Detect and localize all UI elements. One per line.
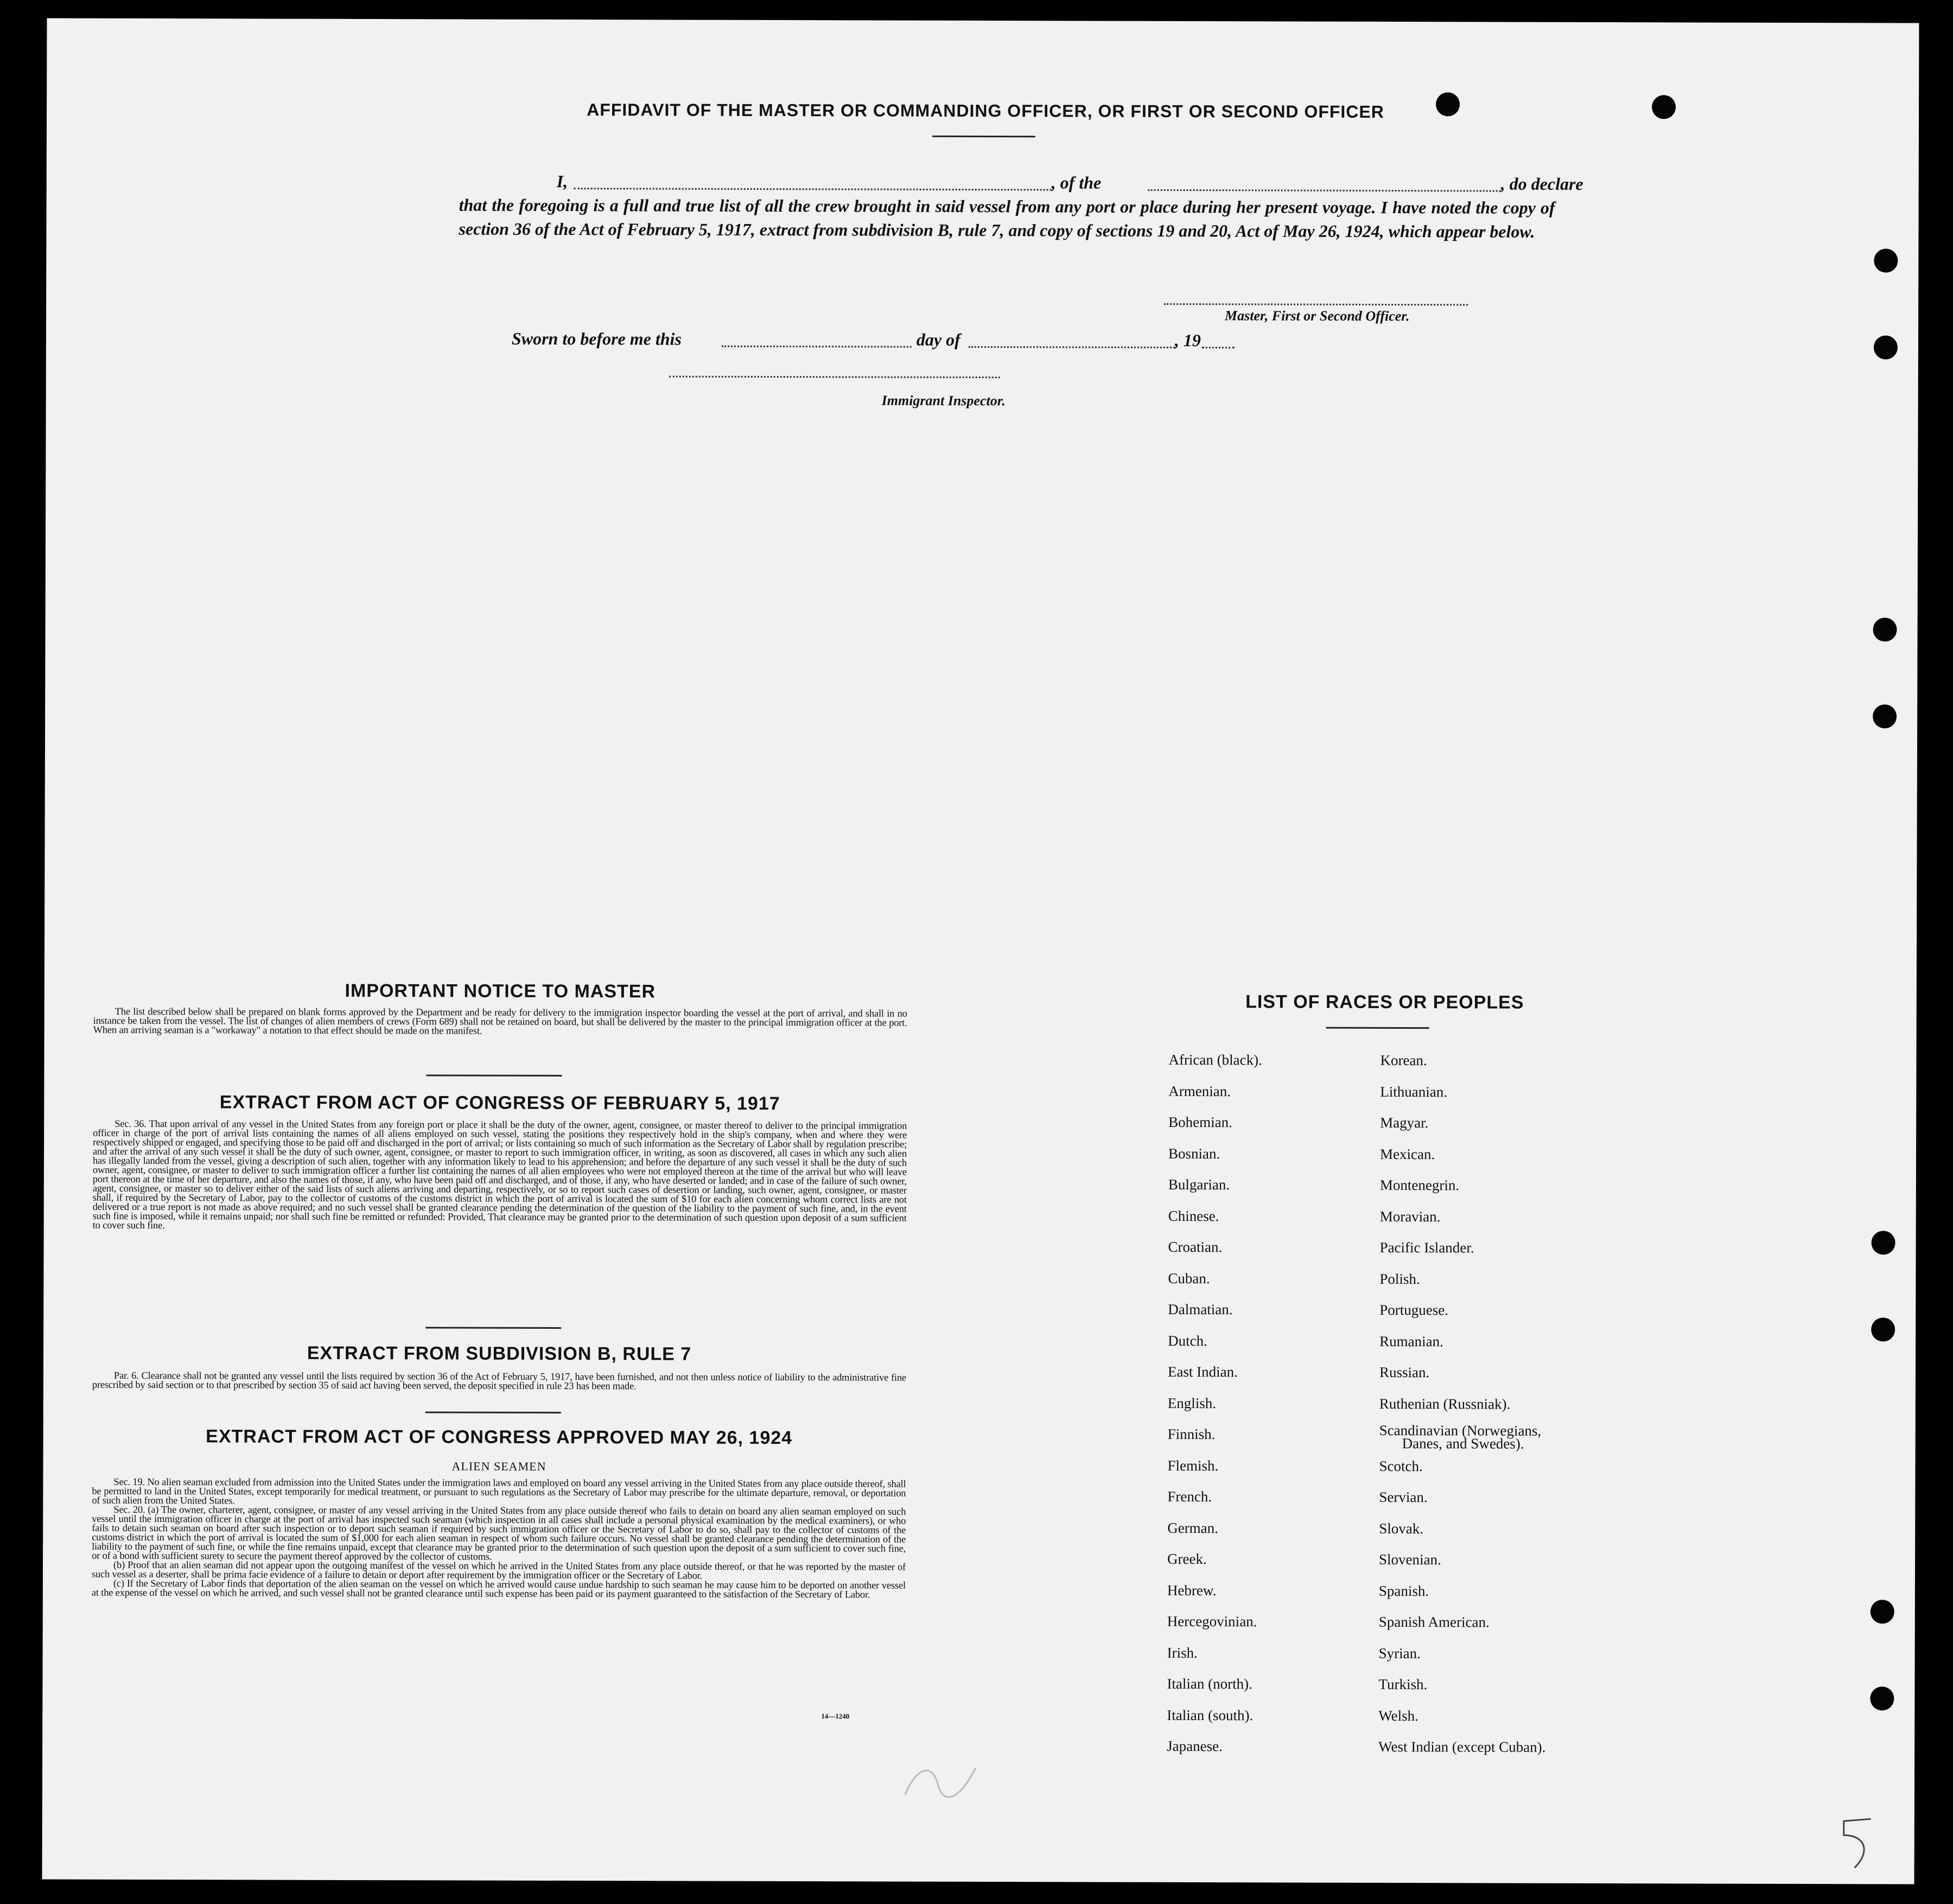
sec-19-paragraph: Sec. 19. No alien seaman excluded from admission into the United States under the immigration laws and employed on board any vessel arriving in the United States from any place outside thereof, shall be permitted to land in the United States, except temporarily for medical treatment, or pursuant to such regulations as the Secretary of Labor may prescribe for the ultimate departure, removal, or deportation of such alien from the United States. [92, 1476, 906, 1507]
race-item: Montenegrin. [1379, 1176, 1460, 1194]
sworn-month-field[interactable] [969, 346, 1175, 348]
race-item: Syrian. [1378, 1645, 1421, 1661]
punch-hole [1871, 1600, 1894, 1623]
sworn-day-field[interactable] [722, 346, 912, 348]
race-item: German. [1167, 1519, 1218, 1536]
race-item: Bohemian. [1168, 1113, 1232, 1131]
race-item: Pacific Islander. [1379, 1239, 1474, 1256]
punch-hole [1870, 1686, 1894, 1710]
race-item: Spanish American. [1378, 1613, 1490, 1631]
race-item: Korean. [1380, 1052, 1427, 1069]
race-item-continuation: Danes, and Swedes). [1402, 1435, 1524, 1452]
race-item: Rumanian. [1379, 1333, 1443, 1349]
race-item-text: Scandinavian (Norwegians, [1379, 1422, 1542, 1439]
extract-1917-text [93, 1120, 907, 1233]
races-right-column [1378, 1045, 1548, 1763]
race-item: Hercegovinian. [1167, 1613, 1257, 1630]
officer-signature-field[interactable] [1164, 303, 1468, 305]
sworn-year-field[interactable] [1202, 347, 1235, 348]
pencil-mark [1833, 1813, 1887, 1873]
race-item: Italian (north). [1167, 1675, 1252, 1692]
extract-1924-text [92, 1478, 906, 1600]
race-item: Portuguese. [1379, 1301, 1449, 1319]
extract-rule7-title: EXTRACT FROM SUBDIVISION B, RULE 7 [307, 1342, 692, 1365]
race-item: Dalmatian. [1168, 1301, 1233, 1318]
declaration-statement: that the foregoing is a full and true list of all the crew brought in said vessel from any port or place during her present voyage. I have noted the copy of section 36 of the Act of February 5, 1917, extract from subdivision B, rule 7, and copy of sections 19 and 20, Act of May 26, 1924, which appear below. [459, 195, 1555, 241]
race-item: Greek. [1167, 1550, 1207, 1568]
race-item: Welsh. [1378, 1707, 1418, 1724]
race-item: Hebrew. [1167, 1582, 1217, 1599]
sec-20b-paragraph: (b) Proof that an alien seaman did not appear upon the outgoing manifest of the vessel on which he arrived in the United States from any place outside thereof, or that he was reported by the master of such vessel as a deserter, shall be prima facie evidence of a failure to detain or deport after requirement by the immigration officer or the Secretary of Labor. [91, 1559, 906, 1582]
punch-hole [1871, 1317, 1895, 1341]
extract-1917-title: EXTRACT FROM ACT OF CONGRESS OF FEBRUARY 5, 1917 [219, 1092, 780, 1115]
punch-hole [1873, 617, 1897, 641]
sec-20a-paragraph: Sec. 20. (a) The owner, charterer, agent, consignee, or master of any vessel arriving in the United States from any place outside thereof who fails to detain on board any alien seaman employed on such vessel until the immigration officer in charge at the port of arrival has inspected such seaman (which inspection in all cases shall include a personal physical examination by the medical examiners), or who fails to detain such seaman on board after such inspection or to deport such seaman if required by such immigration officer or the Secretary of Labor to do so, shall pay to the collector of customs of the customs district in which the port of arrival is located the sum of $1,000 for each alien seaman in respect of whom such failure occurs. No vessel shall be granted clearance pending the determination of the liability to the payment of such fine, or while the fine remains unpaid, except that clearance may be granted prior to the determination of such question upon the deposit of a sum sufficient to cover such fine, or of a bond with sufficient surety to secure the payment thereof approved by the collector of customs. [92, 1504, 906, 1563]
inspector-signature-field[interactable] [669, 375, 1000, 378]
race-item: Finnish. [1167, 1425, 1216, 1443]
section-divider [425, 1327, 561, 1329]
title-divider [932, 136, 1035, 137]
section-divider [425, 1411, 561, 1413]
section-divider [426, 1074, 562, 1077]
race-item: Servian. [1379, 1488, 1428, 1506]
sec-20c-paragraph: (c) If the Secretary of Labor finds that deportation of the alien seaman on the vessel on which he arrived would cause undue hardship to such seaman he may cause him to be deported on another vessel at the expense of the vessel on which he arrived, and such vessel shall not be granted clearance until such expense has been paid or its payment guaranteed to the satisfaction of the Secretary of Labor. [91, 1578, 906, 1601]
race-item: African (black). [1168, 1051, 1262, 1068]
races-title: LIST OF RACES OR PEOPLES [1245, 991, 1524, 1013]
declarant-label: I, [556, 171, 568, 192]
race-item: Scotch. [1379, 1457, 1423, 1474]
race-item: Spanish. [1378, 1582, 1429, 1599]
pencil-mark [900, 1746, 987, 1811]
extract-rule7-text [92, 1372, 906, 1392]
race-item [1379, 1419, 1547, 1451]
notice-paragraph: The list described below shall be prepared on blank forms approved by the Department and be ready for delivery to the immigration inspector boarding the vessel at the port of arrival, and shall in no instance be taken from the vessel. The list of changes of alien members of crews (Form 689) shall not be retained on board, but shall be delivered by the master to the principal immigration officer at the port. When an arriving seaman is a "workaway" a notation to that effect should be made on the manifest. [93, 1006, 907, 1037]
races-left-column [1167, 1045, 1262, 1762]
affidavit-title: AFFIDAVIT OF THE MASTER OR COMMANDING OFFICER, OR FIRST OR SECOND OFFICER [587, 100, 1384, 122]
sworn-line [46, 325, 1457, 353]
race-item: French. [1167, 1488, 1212, 1505]
punch-hole [1873, 704, 1897, 728]
declarant-name-field[interactable] [574, 188, 1052, 190]
extract-1924-title: EXTRACT FROM ACT OF CONGRESS APPROVED MAY 26, 1924 [206, 1426, 793, 1449]
race-item: Croatian. [1168, 1238, 1223, 1256]
punch-hole [1874, 335, 1898, 359]
race-item: Polish. [1379, 1270, 1420, 1287]
race-item: East Indian. [1167, 1363, 1238, 1380]
year-label: , 19 [1174, 330, 1201, 351]
race-item: Cuban. [1168, 1270, 1210, 1287]
race-item: Russian. [1379, 1364, 1430, 1381]
race-item: Chinese. [1168, 1207, 1219, 1224]
race-item: Moravian. [1379, 1208, 1441, 1225]
race-item: Turkish. [1378, 1676, 1428, 1693]
sworn-label: Sworn to before me this [511, 328, 682, 349]
inspector-signature-label: Immigrant Inspector. [881, 392, 1006, 409]
race-item: Bosnian. [1168, 1145, 1220, 1162]
vessel-name-field[interactable] [1148, 189, 1501, 192]
section-36-paragraph: Sec. 36. That upon arrival of any vessel in the United States from any foreign port or place it shall be the duty of the owner, agent, consignee, or master thereof to deliver to the principal immigration officer in charge of the port of arrival lists containing the names of all aliens employed on such vessel, stating the positions they respectively hold in the ship's company, when and where they were respectively shipped or engaged, and specifying those to be paid off and discharged in the port of arrival; or lists containing so much of such information as the Secretary of Labor shall by regulation prescribe; and after the arrival of any such vessel it shall be the duty of such owner, agent, consignee, or master to report to such immigration officer, in writing, as soon as discovered, all cases in which any such alien has illegally landed from the vessel, giving a description of such alien, together with any information likely to lead to his apprehension; and before the departure of any such vessel it shall be the duty of such owner, agent, consignee, or master to deliver to such immigration officer a further list containing the names of all alien employees who were not employed thereon at the time of the arrival but who will leave port thereon at the time of her departure, and also the names of those, if any, who have been paid off and discharged, and of those, if any, who have deserted or landed; and in case of the failure of such owner, agent, consignee, or master so to deliver either of the said lists of such aliens arriving and departing, respectively, or so to report such cases of desertion or landing, such owner, agent, consignee, or master shall, if required by the Secretary of Labor, pay to the collector of customs of the customs district in which the port of arrival is located the sum of $10 for each alien concerning whom correct lists are not delivered or a true report is not made as above required; and no such vessel shall be granted clearance pending the determination of the question of the liability to the payment of such fine, and, in the event such fine is imposed, while it remains unpaid; nor shall such fine be remitted or refunded: Provided, That clearance may be granted prior to the determination of such question upon deposit of a sum sufficient to cover such fine. [92, 1118, 907, 1232]
punch-hole [1874, 249, 1898, 272]
punch-hole [1872, 1231, 1895, 1255]
race-item: Japanese. [1167, 1737, 1223, 1755]
race-item: West Indian (except Cuban). [1378, 1738, 1546, 1755]
race-item: Ruthenian (Russniak). [1379, 1395, 1511, 1412]
race-item: Flemish. [1167, 1457, 1219, 1474]
notice-text [93, 1008, 907, 1037]
declare-label: , do declare [1500, 174, 1583, 194]
day-of-label: day of [916, 329, 960, 349]
notice-title: IMPORTANT NOTICE TO MASTER [345, 980, 656, 1002]
race-item: English. [1167, 1394, 1217, 1411]
race-item: Italian (south). [1167, 1706, 1254, 1723]
race-item: Magyar. [1380, 1114, 1429, 1131]
race-item: Armenian. [1168, 1082, 1231, 1099]
race-item: Slovak. [1379, 1520, 1424, 1537]
races-divider [1326, 1027, 1429, 1029]
race-item: Lithuanian. [1380, 1083, 1448, 1100]
vessel-label: , of the [1051, 173, 1102, 193]
declaration-line [459, 169, 1583, 195]
document-page [42, 18, 1919, 1884]
race-item: Dutch. [1168, 1332, 1207, 1349]
officer-signature-label: Master, First or Second Officer. [1225, 308, 1410, 324]
race-item: Irish. [1167, 1644, 1198, 1661]
race-item: Slovenian. [1379, 1551, 1441, 1568]
form-number: 14—1240 [821, 1712, 850, 1721]
par-6-paragraph: Par. 6. Clearance shall not be granted any vessel until the lists required by section 36 of the Act of February 5, 1917, have been furnished, and not then unless notice of liability to the administrative fine prescribed by said section or to that prescribed by section 35 of said act having been served, the deposit specified in rule 23 has been made. [92, 1370, 906, 1392]
race-item: Bulgarian. [1168, 1176, 1230, 1193]
alien-seamen-subtitle: ALIEN SEAMEN [451, 1459, 546, 1473]
punch-hole [1652, 95, 1676, 119]
race-item: Mexican. [1379, 1145, 1435, 1162]
